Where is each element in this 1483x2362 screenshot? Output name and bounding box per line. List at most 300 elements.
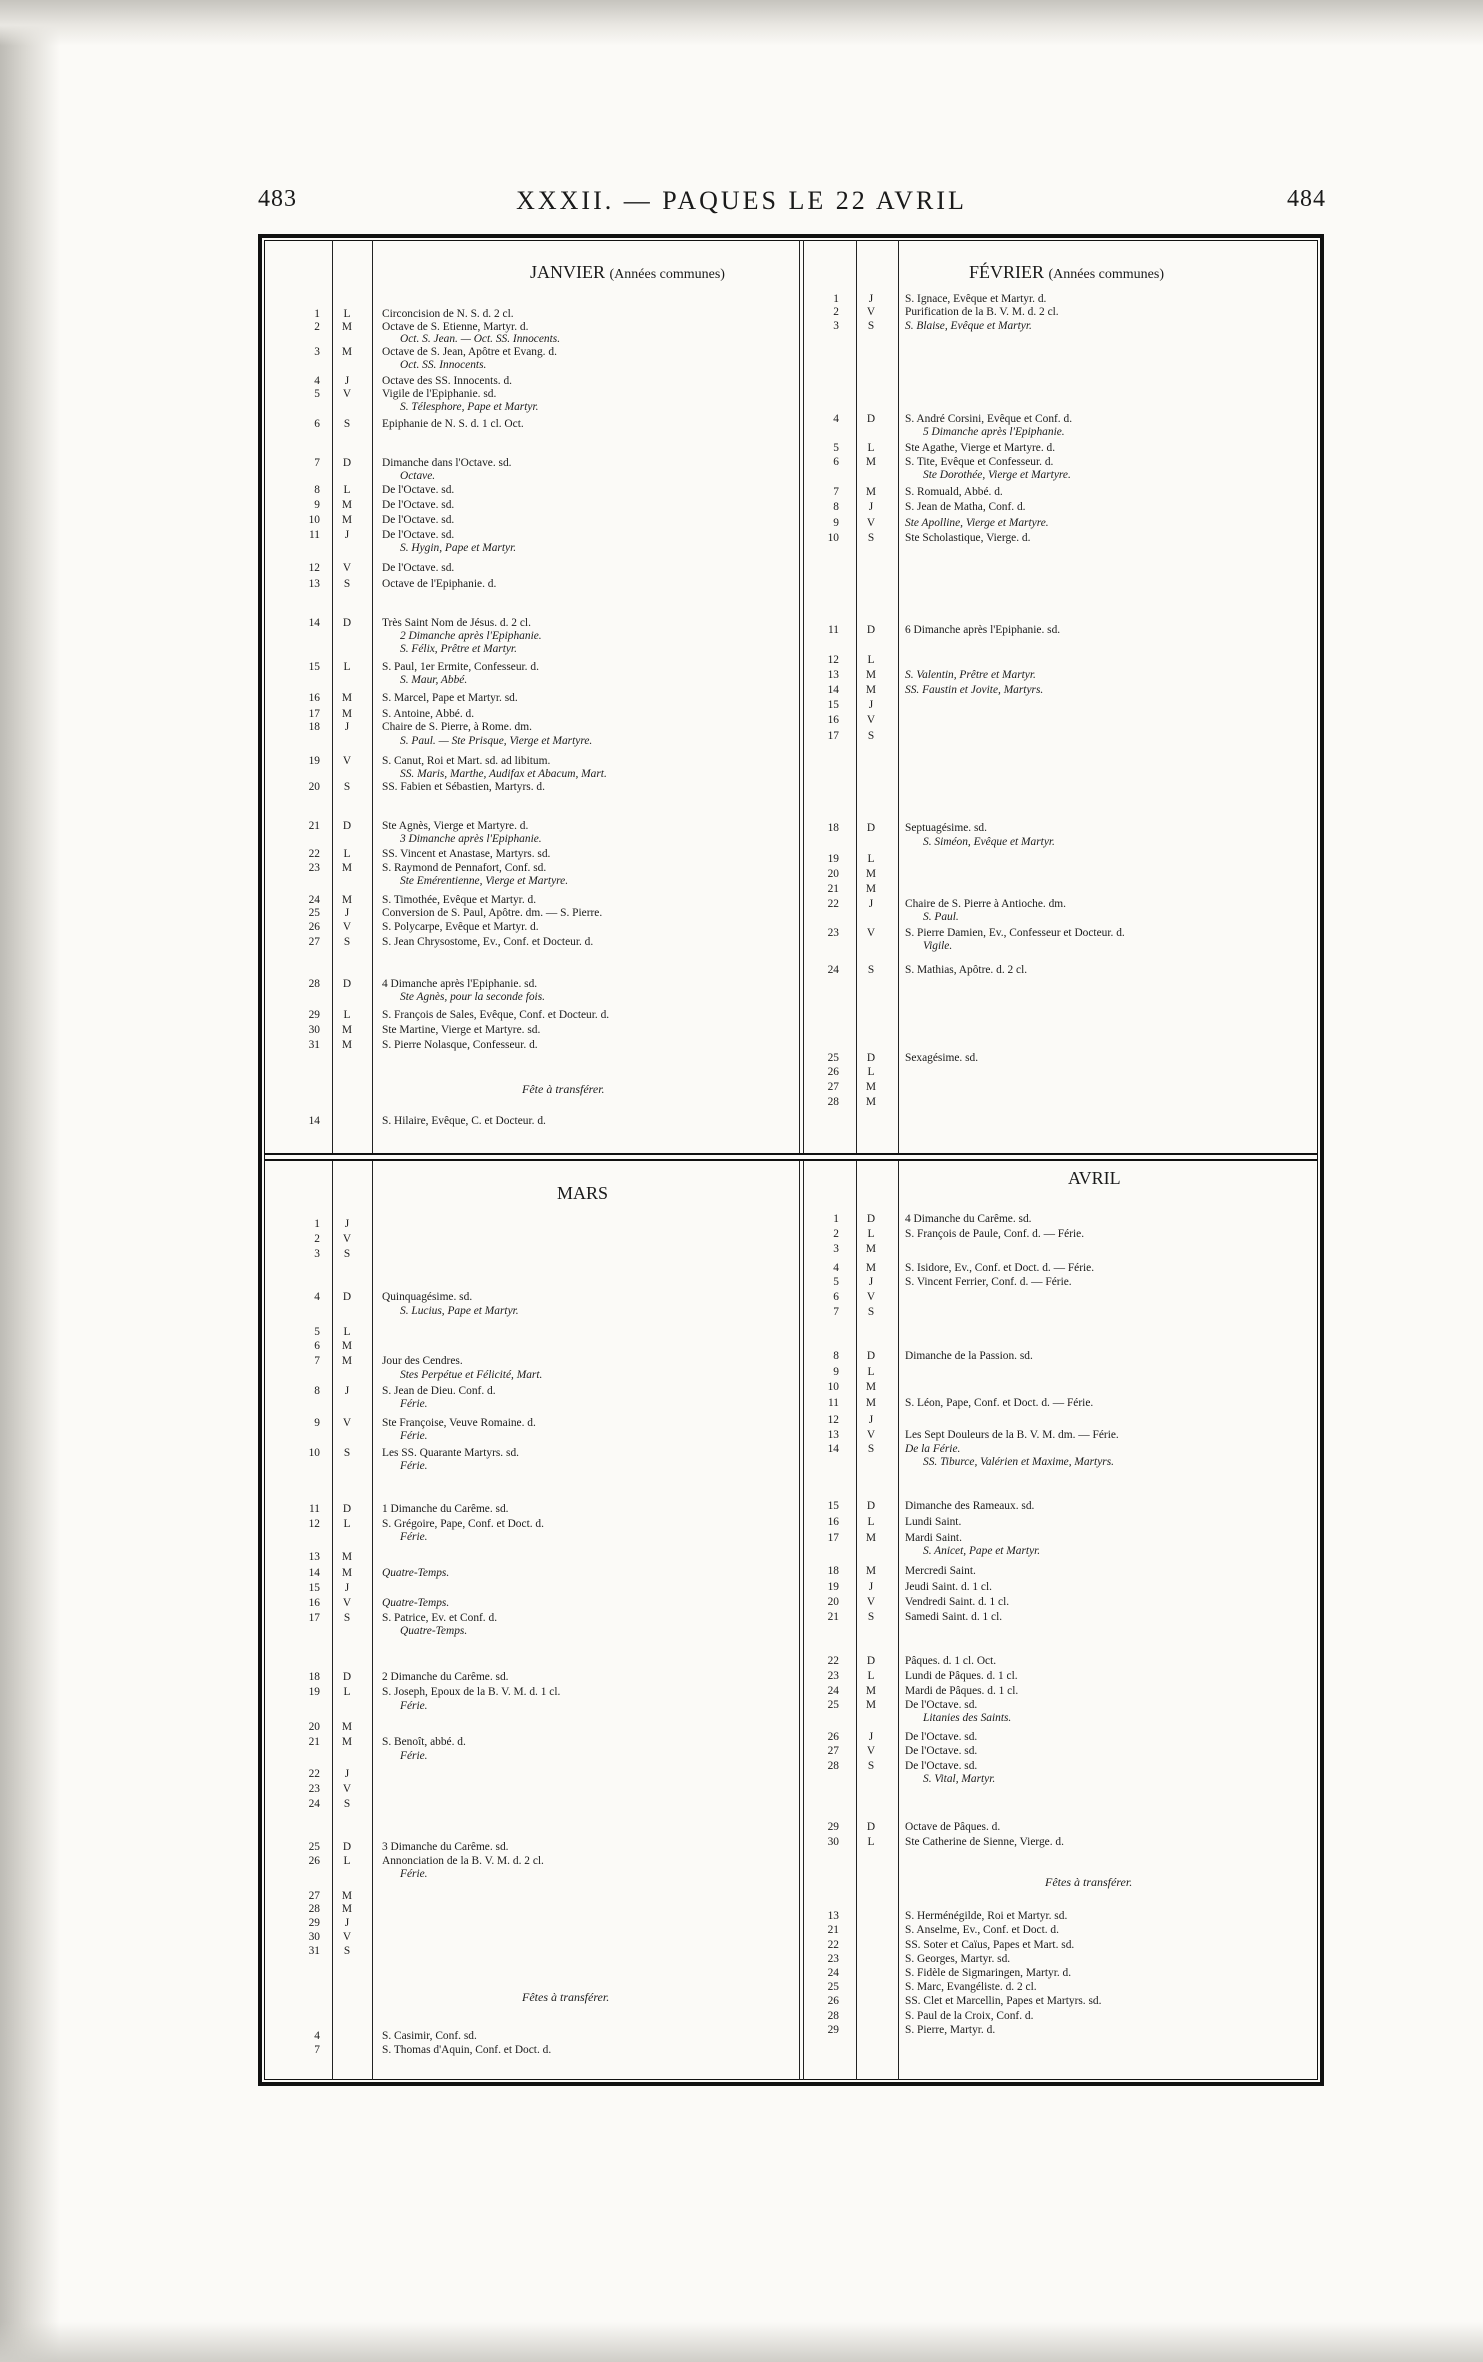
weekday-letter: M xyxy=(341,1340,353,1352)
feast-text: De l'Octave. sd. xyxy=(905,1760,978,1772)
feast-text: Purification de la B. V. M. d. 2 cl. xyxy=(905,306,1059,318)
col-rule xyxy=(372,1161,373,2080)
weekday-letter: L xyxy=(343,1518,351,1530)
day-number: 6 xyxy=(833,456,839,468)
weekday-letter: J xyxy=(868,1414,874,1426)
weekday-letter: D xyxy=(342,617,352,629)
day-number: 19 xyxy=(308,1686,320,1698)
day-number: 30 xyxy=(308,1931,320,1943)
feast-text: Jeudi Saint. d. 1 cl. xyxy=(905,1581,993,1593)
day-number: 7 xyxy=(833,486,839,498)
weekday-letter: V xyxy=(866,306,876,318)
weekday-letter: D xyxy=(866,1655,876,1667)
col-rule xyxy=(856,1161,857,2080)
day-number: 8 xyxy=(833,501,839,513)
day-number: 4 xyxy=(833,1262,839,1274)
feast-text: 3 Dimanche après l'Epiphanie. xyxy=(400,833,542,845)
feast-text: Sexagésime. sd. xyxy=(905,1052,979,1064)
day-number: 8 xyxy=(314,1385,320,1397)
day-number: 13 xyxy=(308,1551,320,1563)
weekday-letter: J xyxy=(868,501,874,513)
day-number: 23 xyxy=(308,862,320,874)
weekday-letter: S xyxy=(867,1611,875,1623)
day-number: 1 xyxy=(314,308,320,320)
day-number: 5 xyxy=(833,1276,839,1288)
feast-text: SS. Faustin et Jovite, Martyrs. xyxy=(905,684,1044,696)
weekday-letter: S xyxy=(867,1306,875,1318)
weekday-letter: D xyxy=(342,457,352,469)
weekday-letter: S xyxy=(867,532,875,544)
page-title: XXXII. — PAQUES LE 22 AVRIL xyxy=(516,186,967,215)
weekday-letter: S xyxy=(867,1443,875,1455)
month-name: AVRIL xyxy=(1068,1168,1121,1188)
feast-text: Chaire de S. Pierre à Antioche. dm. xyxy=(905,898,1067,910)
weekday-letter: L xyxy=(343,1009,351,1021)
day-number: 27 xyxy=(308,1890,320,1902)
day-number: 9 xyxy=(833,1366,839,1378)
day-number: 4 xyxy=(314,1291,320,1303)
day-number: 17 xyxy=(827,730,839,742)
day-number: 21 xyxy=(827,1924,839,1936)
day-number: 23 xyxy=(827,1953,839,1965)
day-number: 23 xyxy=(827,927,839,939)
month-header-mars xyxy=(557,1183,608,1204)
feast-text: Férie. xyxy=(400,1398,428,1410)
col-rule xyxy=(799,1161,800,2080)
day-number: 10 xyxy=(308,1447,320,1459)
day-number: 2 xyxy=(314,1233,320,1245)
day-number: 11 xyxy=(828,624,839,636)
weekday-letter: D xyxy=(866,1500,876,1512)
transfer-heading: Fête à transférer. xyxy=(522,1082,605,1096)
weekday-letter: D xyxy=(866,413,876,425)
feast-text: 5 Dimanche après l'Epiphanie. xyxy=(923,426,1065,438)
feast-text: Dimanche des Rameaux. sd. xyxy=(905,1500,1035,1512)
day-number: 7 xyxy=(314,2044,320,2056)
weekday-letter: L xyxy=(343,661,351,673)
transfer-heading: Fêtes à transférer. xyxy=(522,1990,610,2004)
day-number: 2 xyxy=(314,321,320,333)
day-number: 29 xyxy=(308,1009,320,1021)
feast-text: S. Patrice, Ev. et Conf. d. xyxy=(382,1612,498,1624)
feast-text: Ste Agathe, Vierge et Martyre. d. xyxy=(905,442,1056,454)
weekday-letter: L xyxy=(867,1516,875,1528)
day-number: 10 xyxy=(827,1381,839,1393)
feast-text: Octave. xyxy=(400,470,436,482)
day-number: 24 xyxy=(827,964,839,976)
weekday-letter: M xyxy=(865,456,877,468)
feast-text: S. Blaise, Evêque et Martyr. xyxy=(905,320,1032,332)
weekday-letter: M xyxy=(865,1262,877,1274)
day-number: 29 xyxy=(308,1917,320,1929)
day-number: 28 xyxy=(308,1903,320,1915)
day-number: 15 xyxy=(827,699,839,711)
weekday-letter: M xyxy=(865,684,877,696)
feast-text: Ste Dorothée, Vierge et Martyre. xyxy=(923,469,1071,481)
day-number: 15 xyxy=(827,1500,839,1512)
day-number: 28 xyxy=(827,1760,839,1772)
feast-text: Dimanche de la Passion. sd. xyxy=(905,1350,1033,1362)
weekday-letter: L xyxy=(343,308,351,320)
feast-text: S. Polycarpe, Evêque et Martyr. d. xyxy=(382,921,539,933)
day-number: 19 xyxy=(827,853,839,865)
feast-text: Férie. xyxy=(400,1868,428,1880)
weekday-letter: M xyxy=(341,1039,353,1051)
weekday-letter: J xyxy=(344,1917,350,1929)
weekday-letter: L xyxy=(343,1326,351,1338)
day-number: 28 xyxy=(827,1096,839,1108)
weekday-letter: J xyxy=(868,293,874,305)
feast-text: S. Timothée, Evêque et Martyr. d. xyxy=(382,894,537,906)
weekday-letter: J xyxy=(344,1768,350,1780)
weekday-letter: V xyxy=(342,1417,352,1429)
feast-text: Oct. S. Jean. — Oct. SS. Innocents. xyxy=(400,333,561,345)
day-number: 27 xyxy=(827,1745,839,1757)
weekday-letter: L xyxy=(867,442,875,454)
feast-text: Quatre-Temps. xyxy=(382,1567,450,1579)
month-name: JANVIER xyxy=(530,262,605,282)
feast-text: Lundi Saint. xyxy=(905,1516,962,1528)
weekday-letter: J xyxy=(868,1581,874,1593)
weekday-letter: V xyxy=(342,921,352,933)
weekday-letter: L xyxy=(867,1836,875,1848)
feast-text: SS. Vincent et Anastase, Martyrs. sd. xyxy=(382,848,551,860)
page-number-left: 483 xyxy=(258,186,297,212)
feast-text: S. Vincent Ferrier, Conf. d. — Férie. xyxy=(905,1276,1072,1288)
day-number: 24 xyxy=(308,1798,320,1810)
feast-text: S. Canut, Roi et Mart. sd. ad libitum. xyxy=(382,755,551,767)
day-number: 16 xyxy=(308,1597,320,1609)
day-number: 6 xyxy=(833,1291,839,1303)
feast-text: S. Raymond de Pennafort, Conf. sd. xyxy=(382,862,547,874)
weekday-letter: M xyxy=(865,1397,877,1409)
feast-text: De l'Octave. sd. xyxy=(905,1731,978,1743)
month-name: MARS xyxy=(557,1183,609,1203)
day-number: 10 xyxy=(827,532,839,544)
weekday-letter: S xyxy=(343,1447,351,1459)
weekday-letter: L xyxy=(867,853,875,865)
day-number: 13 xyxy=(827,669,839,681)
feast-text: S. Léon, Pape, Conf. et Doct. d. — Férie. xyxy=(905,1397,1094,1409)
weekday-letter: M xyxy=(865,1243,877,1255)
weekday-letter: S xyxy=(343,781,351,793)
feast-text: Férie. xyxy=(400,1700,428,1712)
day-number: 29 xyxy=(827,1821,839,1833)
day-number: 13 xyxy=(308,578,320,590)
feast-text: Octave des SS. Innocents. d. xyxy=(382,375,513,387)
day-number: 5 xyxy=(314,1326,320,1338)
weekday-letter: D xyxy=(342,1291,352,1303)
feast-text: Lundi de Pâques. d. 1 cl. xyxy=(905,1670,1018,1682)
weekday-letter: M xyxy=(341,862,353,874)
feast-text: Quinquagésime. sd. xyxy=(382,1291,473,1303)
weekday-letter: M xyxy=(865,1685,877,1697)
day-number: 7 xyxy=(833,1306,839,1318)
feast-text: 1 Dimanche du Carême. sd. xyxy=(382,1503,509,1515)
weekday-letter: V xyxy=(866,1745,876,1757)
weekday-letter: V xyxy=(866,1596,876,1608)
weekday-letter: L xyxy=(343,1686,351,1698)
day-number: 16 xyxy=(827,714,839,726)
day-number: 22 xyxy=(308,1768,320,1780)
weekday-letter: S xyxy=(867,730,875,742)
feast-text: SS. Tiburce, Valérien et Maxime, Martyrs. xyxy=(923,1456,1114,1468)
feast-text: Litanies des Saints. xyxy=(923,1712,1012,1724)
feast-text: Quatre-Temps. xyxy=(400,1625,468,1637)
scan-edge-bottom xyxy=(0,2322,1483,2362)
month-name: FÉVRIER xyxy=(969,262,1045,282)
feast-text: S. Maur, Abbé. xyxy=(400,674,468,686)
feast-text: S. Lucius, Pape et Martyr. xyxy=(400,1305,519,1317)
day-number: 18 xyxy=(827,1565,839,1577)
weekday-letter: D xyxy=(342,1841,352,1853)
feast-text: S. Paul. — Ste Prisque, Vierge et Martyre. xyxy=(400,735,593,747)
weekday-letter: M xyxy=(865,1096,877,1108)
day-number: 11 xyxy=(309,1503,320,1515)
day-number: 18 xyxy=(308,721,320,733)
weekday-letter: J xyxy=(868,1731,874,1743)
feast-text: Vigile. xyxy=(923,940,953,952)
feast-text: S. Paul de la Croix, Conf. d. xyxy=(905,2010,1034,2022)
feast-text: Stes Perpétue et Félicité, Mart. xyxy=(400,1369,543,1381)
day-number: 15 xyxy=(308,1582,320,1594)
weekday-letter: V xyxy=(342,755,352,767)
weekday-letter: S xyxy=(343,1798,351,1810)
weekday-letter: J xyxy=(868,898,874,910)
feast-text: Quatre-Temps. xyxy=(382,1597,450,1609)
weekday-letter: M xyxy=(341,514,353,526)
half-divider-bottom xyxy=(264,1159,1318,1161)
day-number: 25 xyxy=(308,1841,320,1853)
weekday-letter: M xyxy=(865,868,877,880)
weekday-letter: J xyxy=(344,529,350,541)
day-number: 5 xyxy=(833,442,839,454)
day-number: 8 xyxy=(314,484,320,496)
weekday-letter: M xyxy=(341,1721,353,1733)
day-number: 4 xyxy=(314,375,320,387)
weekday-letter: V xyxy=(342,562,352,574)
weekday-letter: J xyxy=(344,1218,350,1230)
month-header-janvier xyxy=(530,262,725,283)
day-number: 26 xyxy=(827,1066,839,1078)
day-number: 4 xyxy=(833,413,839,425)
col-rule xyxy=(332,1161,333,2080)
feast-text: S. Valentin, Prêtre et Martyr. xyxy=(905,669,1036,681)
feast-text: De l'Octave. sd. xyxy=(905,1699,978,1711)
feast-text: S. Isidore, Ev., Conf. et Doct. d. — Férie. xyxy=(905,1262,1095,1274)
feast-text: 4 Dimanche du Carême. sd. xyxy=(905,1213,1032,1225)
feast-text: S. Joseph, Epoux de la B. V. M. d. 1 cl. xyxy=(382,1686,561,1698)
feast-text: Chaire de S. Pierre, à Rome. dm. xyxy=(382,721,532,733)
feast-text: S. Grégoire, Pape, Conf. et Doct. d. xyxy=(382,1518,544,1530)
feast-text: Samedi Saint. d. 1 cl. xyxy=(905,1611,1003,1623)
day-number: 1 xyxy=(833,293,839,305)
day-number: 3 xyxy=(833,320,839,332)
feast-text: Ste Catherine de Sienne, Vierge. d. xyxy=(905,1836,1064,1848)
day-number: 9 xyxy=(314,499,320,511)
weekday-letter: D xyxy=(866,1350,876,1362)
feast-text: S. Paul. xyxy=(923,911,959,923)
feast-text: S. Télesphore, Pape et Martyr. xyxy=(400,401,539,413)
feast-text: Vigile de l'Epiphanie. sd. xyxy=(382,388,497,400)
day-number: 14 xyxy=(308,617,320,629)
weekday-letter: M xyxy=(341,692,353,704)
feast-text: 3 Dimanche du Carême. sd. xyxy=(382,1841,509,1853)
feast-text: De l'Octave. sd. xyxy=(382,484,455,496)
feast-text: S. André Corsini, Evêque et Conf. d. xyxy=(905,413,1073,425)
day-number: 2 xyxy=(833,1228,839,1240)
feast-text: Annonciation de la B. V. M. d. 2 cl. xyxy=(382,1855,544,1867)
weekday-letter: M xyxy=(341,1903,353,1915)
day-number: 26 xyxy=(827,1995,839,2007)
feast-text: Mardi de Pâques. d. 1 cl. xyxy=(905,1685,1019,1697)
day-number: 27 xyxy=(827,1081,839,1093)
feast-text: S. Fidèle de Sigmaringen, Martyr. d. xyxy=(905,1967,1072,1979)
weekday-letter: D xyxy=(342,820,352,832)
day-number: 2 xyxy=(833,306,839,318)
day-number: 21 xyxy=(308,820,320,832)
weekday-letter: L xyxy=(867,1366,875,1378)
day-number: 25 xyxy=(308,907,320,919)
weekday-letter: M xyxy=(341,708,353,720)
day-number: 21 xyxy=(308,1736,320,1748)
weekday-letter: L xyxy=(343,1855,351,1867)
feast-text: S. Mathias, Apôtre. d. 2 cl. xyxy=(905,964,1028,976)
feast-text: Octave de l'Epiphanie. d. xyxy=(382,578,497,590)
feast-text: Pâques. d. 1 cl. Oct. xyxy=(905,1655,997,1667)
weekday-letter: J xyxy=(344,1385,350,1397)
day-number: 8 xyxy=(833,1350,839,1362)
scan-edge-left xyxy=(0,0,60,2362)
col-rule xyxy=(803,240,804,1153)
feast-text: S. Tite, Evêque et Confesseur. d. xyxy=(905,456,1054,468)
weekday-letter: V xyxy=(342,1783,352,1795)
weekday-letter: M xyxy=(341,1567,353,1579)
weekday-letter: M xyxy=(341,1024,353,1036)
weekday-letter: S xyxy=(867,320,875,332)
feast-text: 6 Dimanche après l'Epiphanie. sd. xyxy=(905,624,1061,636)
month-header-avril xyxy=(1068,1168,1121,1189)
feast-text: Jour des Cendres. xyxy=(382,1355,463,1367)
feast-text: S. Romuald, Abbé. d. xyxy=(905,486,1003,498)
feast-text: S. Hilaire, Evêque, C. et Docteur. d. xyxy=(382,1115,546,1127)
weekday-letter: S xyxy=(343,1248,351,1260)
day-number: 17 xyxy=(308,708,320,720)
feast-text: Octave de S. Jean, Apôtre et Evang. d. xyxy=(382,346,557,358)
weekday-letter: J xyxy=(344,375,350,387)
day-number: 31 xyxy=(308,1945,320,1957)
feast-text: Les Sept Douleurs de la B. V. M. dm. — Férie. xyxy=(905,1429,1119,1441)
feast-text: Ste Scholastique, Vierge. d. xyxy=(905,532,1031,544)
feast-text: Octave de Pâques. d. xyxy=(905,1821,1001,1833)
weekday-letter: M xyxy=(341,1551,353,1563)
weekday-letter: V xyxy=(866,1291,876,1303)
feast-text: De l'Octave. sd. xyxy=(382,562,455,574)
day-number: 29 xyxy=(827,2024,839,2036)
feast-text: Oct. SS. Innocents. xyxy=(400,359,487,371)
day-number: 14 xyxy=(827,684,839,696)
feast-text: Septuagésime. sd. xyxy=(905,822,987,834)
day-number: 12 xyxy=(827,1414,839,1426)
day-number: 24 xyxy=(827,1685,839,1697)
feast-text: Ste Martine, Vierge et Martyre. sd. xyxy=(382,1024,541,1036)
feast-text: SS. Clet et Marcellin, Papes et Martyrs. sd. xyxy=(905,1995,1102,2007)
weekday-letter: M xyxy=(865,1565,877,1577)
feast-text: S. Georges, Martyr. sd. xyxy=(905,1953,1011,1965)
day-number: 30 xyxy=(827,1836,839,1848)
weekday-letter: M xyxy=(865,486,877,498)
feast-text: S. Marc, Evangéliste. d. 2 cl. xyxy=(905,1981,1037,1993)
feast-text: Ste Françoise, Veuve Romaine. d. xyxy=(382,1417,536,1429)
day-number: 22 xyxy=(827,898,839,910)
day-number: 14 xyxy=(308,1567,320,1579)
day-number: 23 xyxy=(827,1670,839,1682)
feast-text: S. Herménégilde, Roi et Martyr. sd. xyxy=(905,1910,1068,1922)
feast-text: S. Jean de Matha, Conf. d. xyxy=(905,501,1026,513)
month-note: (Années communes) xyxy=(1048,267,1164,282)
weekday-letter: J xyxy=(344,907,350,919)
feast-text: Dimanche dans l'Octave. sd. xyxy=(382,457,512,469)
col-rule xyxy=(898,1161,899,2080)
feast-text: S. Pierre Nolasque, Confesseur. d. xyxy=(382,1039,538,1051)
day-number: 12 xyxy=(827,654,839,666)
feast-text: De l'Octave. sd. xyxy=(382,529,455,541)
day-number: 12 xyxy=(308,1518,320,1530)
day-number: 21 xyxy=(827,883,839,895)
weekday-letter: M xyxy=(341,1355,353,1367)
feast-text: S. Casimir, Conf. sd. xyxy=(382,2030,477,2042)
day-number: 25 xyxy=(827,1981,839,1993)
weekday-letter: D xyxy=(866,1213,876,1225)
feast-text: De l'Octave. sd. xyxy=(905,1745,978,1757)
weekday-letter: V xyxy=(866,517,876,529)
weekday-letter: M xyxy=(341,321,353,333)
weekday-letter: D xyxy=(866,822,876,834)
day-number: 14 xyxy=(827,1443,839,1455)
feast-text: S. Vital, Martyr. xyxy=(923,1773,996,1785)
scan-edge-top xyxy=(0,0,1483,46)
day-number: 13 xyxy=(827,1910,839,1922)
weekday-letter: M xyxy=(341,1736,353,1748)
weekday-letter: M xyxy=(865,669,877,681)
day-number: 1 xyxy=(314,1218,320,1230)
feast-text: De la Férie. xyxy=(905,1443,961,1455)
feast-text: S. Marcel, Pape et Martyr. sd. xyxy=(382,692,518,704)
weekday-letter: J xyxy=(344,1582,350,1594)
weekday-letter: D xyxy=(866,1821,876,1833)
feast-text: Très Saint Nom de Jésus. d. 2 cl. xyxy=(382,617,531,629)
col-rule xyxy=(332,240,333,1153)
day-number: 26 xyxy=(308,921,320,933)
day-number: 6 xyxy=(314,418,320,430)
weekday-letter: S xyxy=(343,1612,351,1624)
weekday-letter: L xyxy=(867,1228,875,1240)
day-number: 7 xyxy=(314,457,320,469)
feast-text: Mercredi Saint. xyxy=(905,1565,976,1577)
feast-text: S. François de Paule, Conf. d. — Férie. xyxy=(905,1228,1085,1240)
weekday-letter: M xyxy=(341,1890,353,1902)
weekday-letter: S xyxy=(343,578,351,590)
feast-text: S. Ignace, Evêque et Martyr. d. xyxy=(905,293,1047,305)
weekday-letter: V xyxy=(342,1931,352,1943)
day-number: 19 xyxy=(827,1581,839,1593)
feast-text: S. Jean Chrysostome, Ev., Conf. et Docteur. d. xyxy=(382,936,594,948)
feast-text: S. Anselme, Ev., Conf. et Doct. d. xyxy=(905,1924,1059,1936)
day-number: 12 xyxy=(308,562,320,574)
day-number: 31 xyxy=(308,1039,320,1051)
day-number: 3 xyxy=(314,346,320,358)
feast-text: 2 Dimanche du Carême. sd. xyxy=(382,1671,509,1683)
